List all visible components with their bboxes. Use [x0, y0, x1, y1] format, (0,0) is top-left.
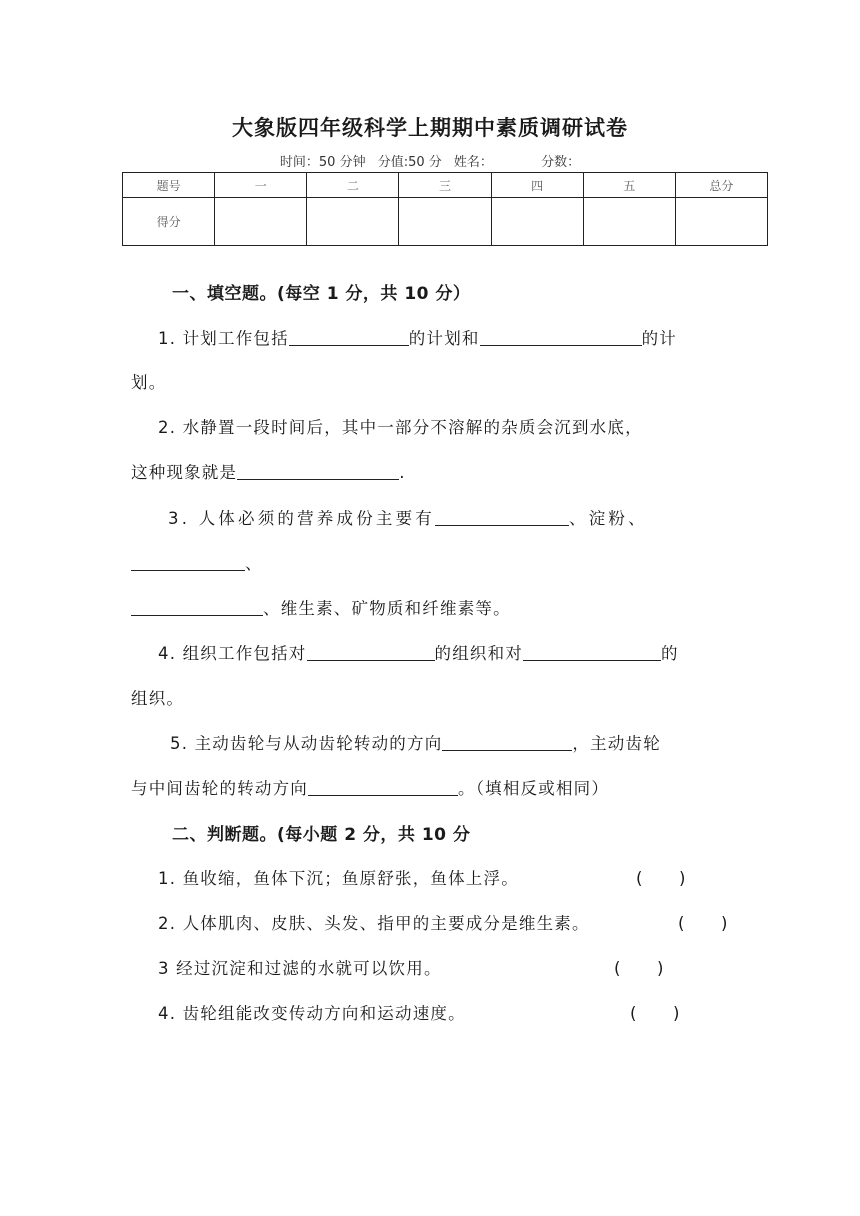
score-table-row	[123, 198, 768, 246]
question-text: 的	[661, 644, 679, 663]
answer-blank[interactable]	[237, 463, 399, 481]
question-text: 的组织和对	[434, 644, 523, 663]
question-text: 。（填相反或相同）	[458, 779, 610, 798]
score-cell[interactable]	[307, 198, 399, 246]
judge-item: 4. 齿轮组能改变传动方向和运动速度。	[158, 1004, 466, 1023]
score-table-header: 一	[215, 173, 307, 198]
score-table-header: 题号	[123, 173, 215, 198]
answer-parentheses[interactable]: ( )	[614, 959, 665, 978]
answer-blank[interactable]	[131, 554, 245, 572]
time-label: 时间：50 分钟	[279, 155, 366, 170]
answer-parentheses[interactable]: ( )	[630, 1004, 681, 1023]
question-line	[131, 775, 609, 799]
score-table-header: 三	[399, 173, 491, 198]
question-text: 3. 人体必须的营养成份主要有	[168, 509, 435, 528]
score-table-header: 四	[491, 173, 583, 198]
question-text: 与中间齿轮的转动方向	[131, 779, 308, 798]
score-table	[122, 172, 768, 246]
question-line	[131, 550, 263, 574]
question-line	[158, 640, 679, 664]
score-row-label: 得分	[123, 198, 215, 246]
judge-item: 1. 鱼收缩，鱼体下沉；鱼原舒张，鱼体上浮。	[158, 869, 519, 888]
answer-parentheses[interactable]: ( )	[636, 869, 687, 888]
answer-blank[interactable]	[307, 644, 435, 662]
score-cell[interactable]	[399, 198, 491, 246]
question-text: 的计	[641, 329, 678, 348]
page-title: 大象版四年级科学上期期中素质调研试卷	[232, 116, 628, 140]
question-text: 的计划和	[408, 329, 480, 348]
answer-blank[interactable]	[131, 599, 263, 617]
judge-item: 2. 人体肌肉、皮肤、头发、指甲的主要成分是维生素。	[158, 914, 590, 933]
score-table-header: 五	[583, 173, 675, 198]
name-label: 姓名：	[453, 155, 493, 170]
question-line	[158, 325, 677, 349]
question-line	[168, 505, 648, 529]
question-text: 1. 计划工作包括	[158, 329, 289, 348]
question-text: .	[399, 463, 406, 482]
question-text: 这种现象就是	[131, 463, 238, 482]
answer-blank[interactable]	[480, 329, 642, 347]
answer-blank[interactable]	[442, 734, 572, 752]
question-line	[170, 730, 661, 754]
score-table-header-row	[123, 173, 768, 198]
question-line	[131, 459, 406, 483]
question-text: 、	[245, 554, 263, 573]
score-cell[interactable]	[583, 198, 675, 246]
score-cell[interactable]	[491, 198, 583, 246]
question-line	[131, 595, 511, 619]
score-table-header: 总分	[675, 173, 767, 198]
answer-parentheses[interactable]: ( )	[678, 914, 729, 933]
score-cell[interactable]	[215, 198, 307, 246]
marks-label: 分数：	[541, 155, 581, 170]
score-value-label: 分值:50 分	[377, 155, 442, 170]
question-text: ，主动齿轮	[572, 734, 661, 753]
question-line: 组织。	[131, 689, 185, 708]
section-heading-true-false: 二、判断题。(每小题 2 分，共 10 分	[172, 825, 471, 845]
section-heading-fill-in: 一、填空题。(每空 1 分，共 10 分）	[172, 284, 471, 304]
score-table-header: 二	[307, 173, 399, 198]
answer-blank[interactable]	[289, 329, 409, 347]
question-line: 2. 水静置一段时间后，其中一部分不溶解的杂质会沉到水底，	[158, 418, 643, 437]
judge-item: 3 经过沉淀和过滤的水就可以饮用。	[158, 959, 442, 978]
answer-blank[interactable]	[308, 779, 458, 797]
answer-blank[interactable]	[523, 644, 661, 662]
answer-blank[interactable]	[435, 509, 569, 527]
question-text: 4. 组织工作包括对	[158, 644, 307, 663]
question-text: 、淀粉、	[569, 509, 648, 528]
question-text: 、维生素、矿物质和纤维素等。	[263, 599, 511, 618]
question-line: 划。	[131, 373, 167, 392]
score-cell[interactable]	[675, 198, 767, 246]
question-text: 5. 主动齿轮与从动齿轮转动的方向	[170, 734, 443, 753]
exam-info	[0, 151, 860, 170]
